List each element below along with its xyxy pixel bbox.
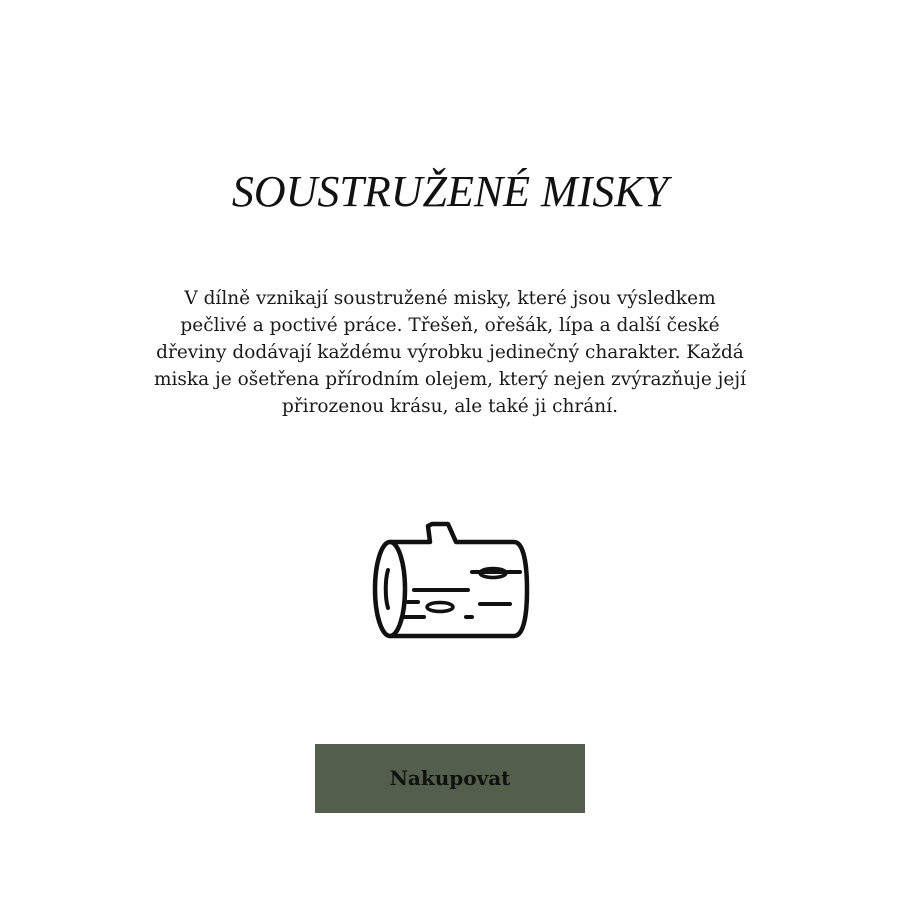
shop-button[interactable]: Nakupovat — [315, 744, 585, 813]
section-title: SOUSTRUŽENÉ MISKY — [231, 167, 669, 216]
section-description: V dílně vznikají soustružené misky, které jsou výsledkem pečlivé a poctivé práce. Třešeň, ořešák, lípa a další české dřeviny dodávají každému výrobku jedinečný charakter. Každá miska je ošetřena přírodním olejem, který nejen zvýrazňuje její přirozenou krásu, ale také ji chrání. — [153, 288, 747, 417]
wood-log-icon — [368, 518, 532, 646]
